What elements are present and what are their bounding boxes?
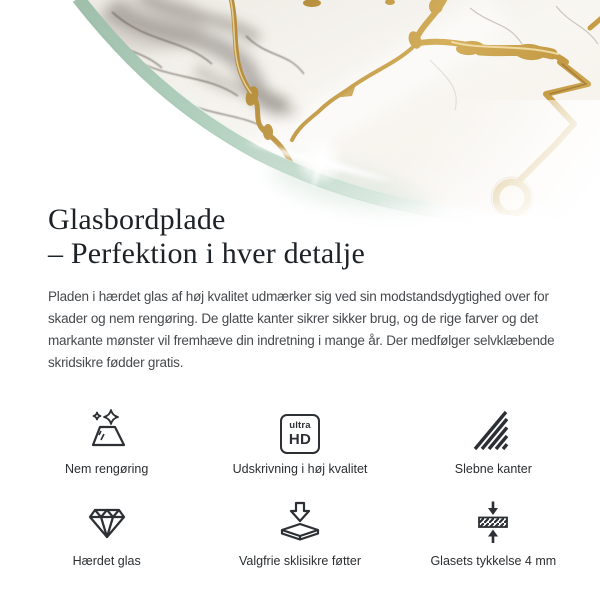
feature-tempered-glass [10, 496, 203, 568]
feature-anti-slip-feet [203, 496, 396, 568]
page-title [48, 203, 556, 271]
beveled-edge-stripes-icon [469, 406, 517, 454]
thickness-arrows-icon [469, 498, 517, 546]
arrow-into-pad-icon [276, 498, 324, 546]
feature-label: Udskrivning i høj kvalitet [232, 462, 368, 476]
title-line-1: Glasbordplade [48, 203, 226, 236]
feature-polished-edges [397, 404, 590, 476]
diamond-icon [83, 498, 131, 546]
feature-print-quality [203, 404, 396, 476]
product-photo [0, 0, 600, 235]
feature-label: Hærdet glas [72, 554, 141, 568]
feature-label: Valgfrie sklisikre føtter [238, 554, 361, 568]
feature-row-1 [10, 404, 590, 476]
clean-surface-sparkle-icon [83, 406, 131, 454]
ultra-hd-icon: ultra HD [280, 414, 320, 454]
feature-label: Nem rengøring [64, 462, 149, 476]
feature-row-2 [10, 496, 590, 568]
title-line-2: – Perfektion i hver detalje [48, 237, 365, 270]
feature-label: Glasets tykkelse 4 mm [430, 554, 557, 568]
product-description: Pladen i hærdet glas af høj kvalitet udmærker sig ved sin modstandsdygtighed over for skader og nem rengøring. De glatte kanter sikrer sikker brug, og de rige farver og det markante mønster vil fremhæve din indretning i mange år. Der medfølger selvklæbende skridsikre fødder gratis. [48, 289, 555, 370]
feature-easy-cleaning [10, 404, 203, 476]
feature-label: Slebne kanter [454, 462, 532, 476]
feature-grid [10, 404, 590, 568]
glass-tabletop-illustration [0, 0, 600, 235]
feature-glass-thickness [397, 496, 590, 568]
product-text-section [0, 203, 600, 374]
